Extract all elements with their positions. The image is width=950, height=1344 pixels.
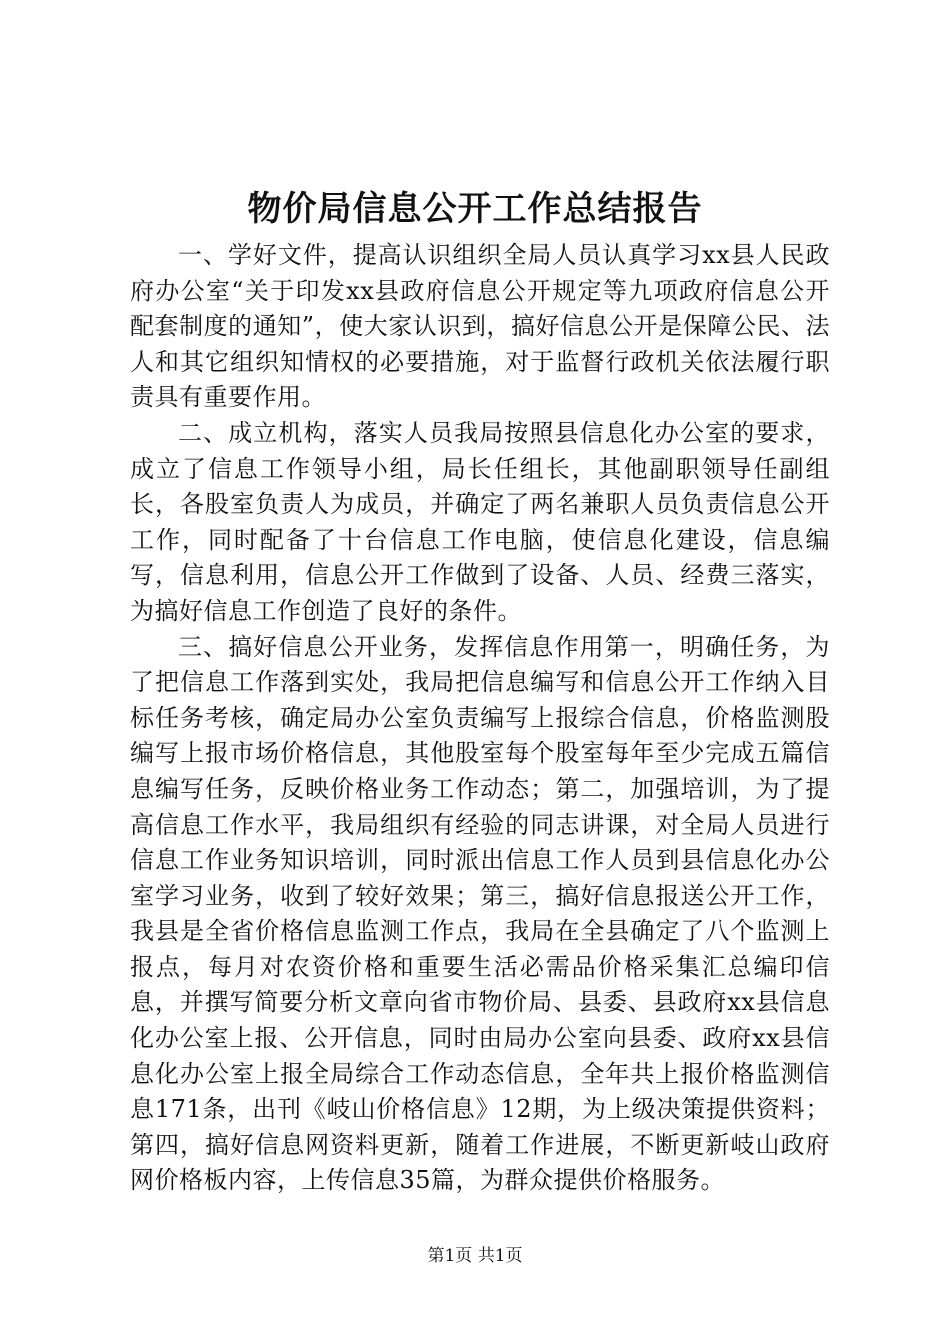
document-body [130, 238, 830, 1199]
page-footer: 第1页 共1页 [427, 1246, 523, 1266]
paragraph-2: 二、成立机构，落实人员我局按照县信息化办公室的要求，成立了信息工作领导小组，局长任组长，其他副职领导任副组长，各股室负责人为成员，并确定了两名兼职人员负责信息公开工作，同时配备了十台信息工作电脑，使信息化建设，信息编写，信息利用，信息公开工作做到了设备、人员、经费三落实，为搞好信息工作创造了良好的条件。 [130, 418, 830, 625]
paragraph-1: 一、学好文件，提高认识组织全局人员认真学习xx县人民政府办公室“关于印发xx县政府信息公开规定等九项政府信息公开配套制度的通知”，使大家认识到，搞好信息公开是保障公民、法人和其它组织知情权的必要措施，对于监督行政机关依法履行职责具有重要作用。 [130, 241, 830, 412]
document-title: 物价局信息公开工作总结报告 [247, 189, 703, 229]
paragraph-3: 三、搞好信息公开业务，发挥信息作用第一，明确任务，为了把信息工作落到实处，我局把信息编写和信息公开工作纳入目标任务考核，确定局办公室负责编写上报综合信息，价格监测股编写上报市场价格信息，其他股室每个股室每年至少完成五篇信息编写任务，反映价格业务工作动态；第二，加强培训，为了提高信息工作水平，我局组织有经验的同志讲课，对全局人员进行信息工作业务知识培训，同时派出信息工作人员到县信息化办公室学习业务，收到了较好效果；第三，搞好信息报送公开工作，我县是全省价格信息监测工作点，我局在全县确定了八个监测上报点，每月对农资价格和重要生活必需品价格采集汇总编印信息，并撰写简要分析文章向省市物价局、县委、县政府xx县信息化办公室上报、公开信息，同时由局办公室向县委、政府xx县信息化办公室上报全局综合工作动态信息，全年共上报价格监测信息171条，出刊《岐山价格信息》12期，为上级决策提供资料；第四，搞好信息网资料更新，随着工作进展，不断更新岐山政府网价格板内容，上传信息35篇，为群众提供价格服务。 [130, 632, 830, 1195]
